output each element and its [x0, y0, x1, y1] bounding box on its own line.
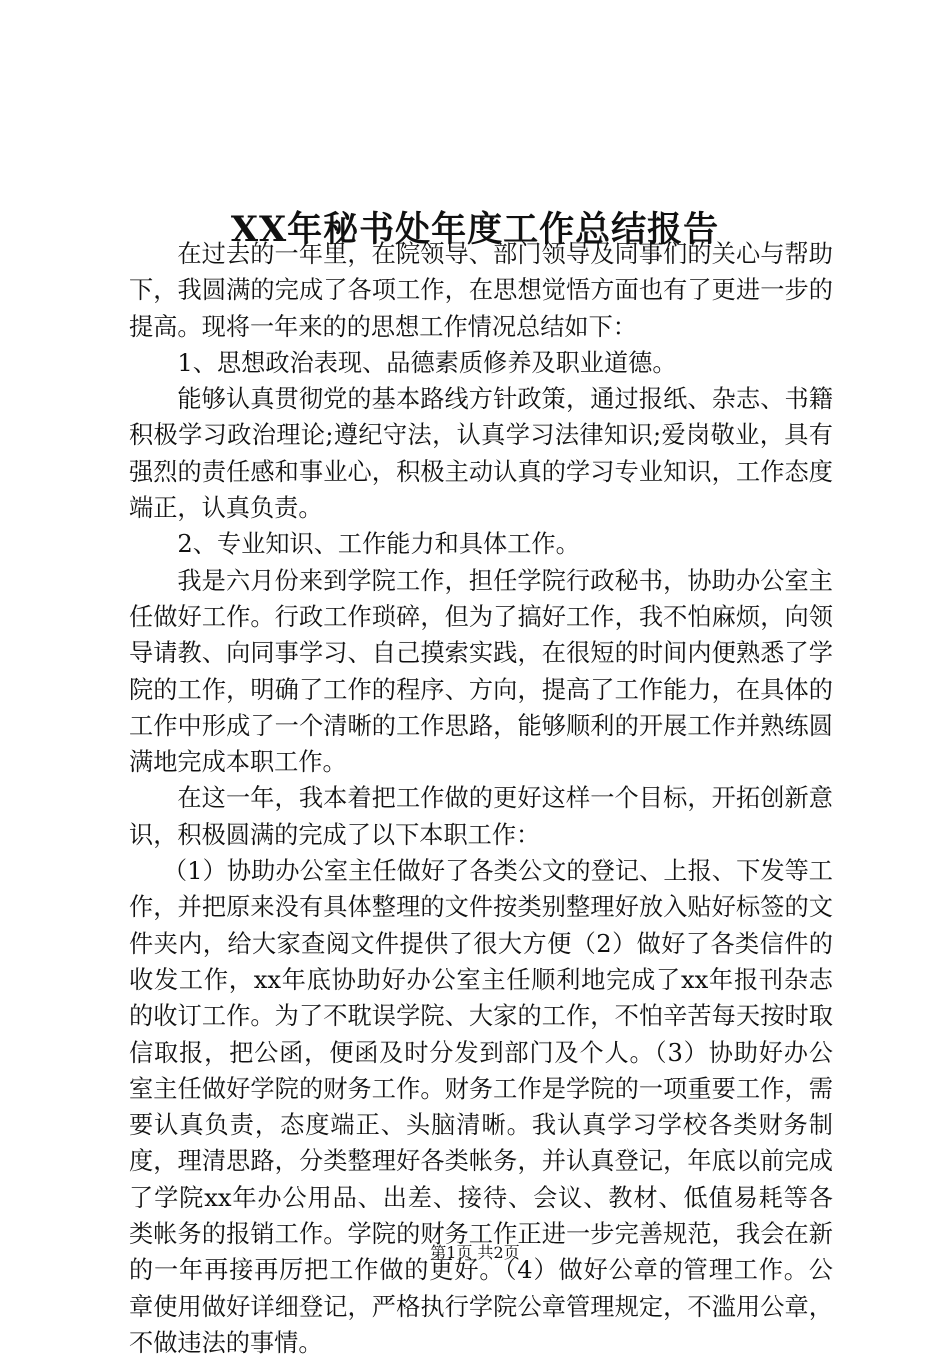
paragraph-work-ability: 我是六月份来到学院工作，担任学院行政秘书，协助办公室主任做好工作。行政工作琐碎，但为了搞好工作，我不怕麻烦，向领导请教、向同事学习、自己摸索实践，在很短的时间内便熟悉了学院的工作，明确了工作的程序、方向，提高了工作能力，在具体的工作中形成了一个清晰的工作思路，能够顺利的开展工作并熟练圆满地完成本职工作。 [129, 566, 833, 777]
paragraph-political: 能够认真贯彻党的基本路线方针政策，通过报纸、杂志、书籍积极学习政治理论;遵纪守法，认真学习法律知识;爱岗敬业，具有强烈的责任感和事业心，积极主动认真的学习专业知识，工作态度端正，认真负责。 [129, 385, 833, 523]
document-title: XX年秘书处年度工作总结报告 [230, 209, 720, 251]
document-body [129, 236, 833, 1361]
section-heading-1: 1、思想政治表现、品德素质修养及职业道德。 [177, 348, 677, 377]
paragraph-goals: 在这一年，我本着把工作做的更好这样一个目标，开拓创新意识，积极圆满的完成了以下本职工作： [129, 784, 833, 849]
page-footer: 第1页 共2页 [430, 1243, 520, 1262]
paragraph-duties: （1）协助办公室主任做好了各类公文的登记、上报、下发等工作，并把原来没有具体整理的文件按类别整理好放入贴好标签的文件夹内，给大家查阅文件提供了很大方便（2）做好了各类信件的收发工作，xx年底协助好办公室主任顺利地完成了xx年报刊杂志的收订工作。为了不耽误学院、大家的工作，不怕辛苦每天按时取信取报，把公函，便函及时分发到部门及个人。（3）协助好办公室主任做好学院的财务工作。财务工作是学院的一项重要工作，需要认真负责，态度端正、头脑清晰。我认真学习学校各类财务制度，理清思路，分类整理好各类帐务，并认真登记，年底以前完成了学院xx年办公用品、出差、接待、会议、教材、低值易耗等各类帐务的报销工作。学院的财务工作正进一步完善规范，我会在新的一年再接再厉把工作做的更好。（4）做好公章的管理工作。公章使用做好详细登记，严格执行学院公章管理规定，不滥用公章，不做违法的事情。 [129, 857, 833, 1357]
paragraph-intro: 在过去的一年里，在院领导、部门领导及同事们的关心与帮助下，我圆满的完成了各项工作，在思想觉悟方面也有了更进一步的提高。现将一年来的的思想工作情况总结如下： [129, 240, 833, 341]
section-heading-2: 2、专业知识、工作能力和具体工作。 [177, 530, 580, 559]
